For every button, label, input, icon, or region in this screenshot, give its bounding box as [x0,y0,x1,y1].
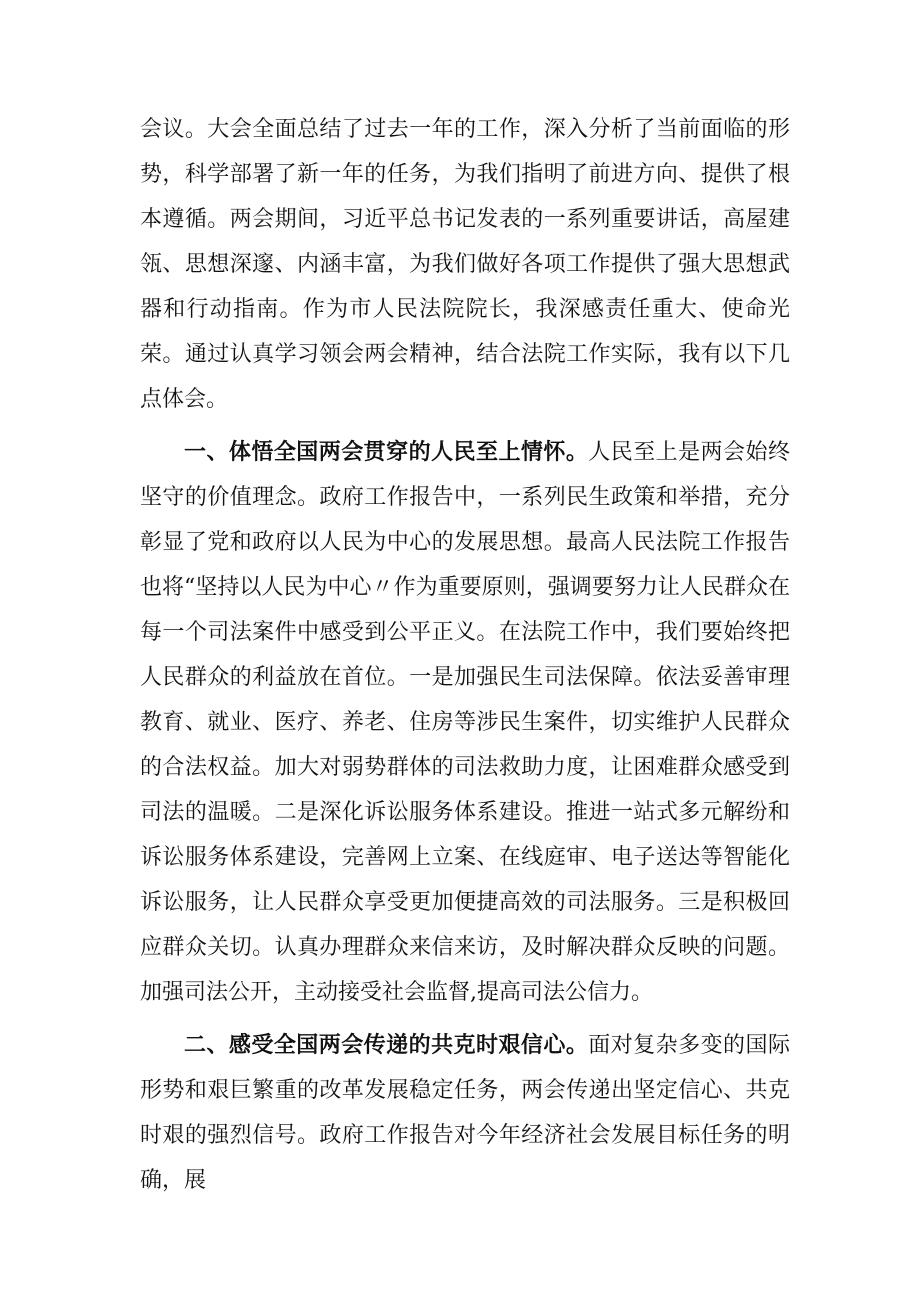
section-1-text: 人民至上是两会始终坚守的价值理念。政府工作报告中，一系列民生政策和举措，充分彰显了党和政府以人民为中心的发展思想。最高人民法院工作报告也将“坚持以人民为中心〃作为重要原则，强调要努力让人民群众在每一个司法案件中感受到公平正义。在法院工作中，我们要始终把人民群众的利益放在首位。一是加强民生司法保障。依法妥善审理教育、就业、医疗、养老、住房等涉民生案件，切实维护人民群众的合法权益。加大对弱势群体的司法救助力度，让困难群众感受到司法的温暖。二是深化诉讼服务体系建设。推进一站式多元解纷和诉讼服务体系建设，完善网上立案、在线庭审、电子送达等智能化诉讼服务，让人民群众享受更加便捷高效的司法服务。三是积极回应群众关切。认真办理群众来信来访，及时解决群众反映的问题。加强司法公开，主动接受社会监督,提高司法公信力。 [140,440,790,1005]
section-2-text: 面对复杂多变的国际形势和艰巨繁重的改革发展稳定任务，两会传递出坚定信心、共克时艰的强烈信号。政府工作报告对今年经济社会发展目标任务的明确，展 [140,1033,790,1193]
paragraph-section-1 [140,430,790,1015]
paragraph-intro-text: 会议。大会全面总结了过去一年的工作，深入分析了当前面临的形势，科学部署了新一年的任务，为我们指明了前进方向、提供了根本遵循。两会期间，习近平总书记发表的一系列重要讲话，高屋建瓴、思想深邃、内涵丰富，为我们做好各项工作提供了强大思想武器和行动指南。作为市人民法院院长，我深感责任重大、使命光荣。通过认真学习领会两会精神，结合法院工作实际，我有以下几点体会。 [140,117,790,412]
section-1-heading: 一、体悟全国两会贯穿的人民至上情怀。 [184,440,589,465]
section-2-heading: 二、感受全国两会传递的共克时艰信心。 [184,1033,589,1058]
document-body [140,107,790,1203]
paragraph-intro [140,107,790,422]
paragraph-section-2 [140,1023,790,1203]
